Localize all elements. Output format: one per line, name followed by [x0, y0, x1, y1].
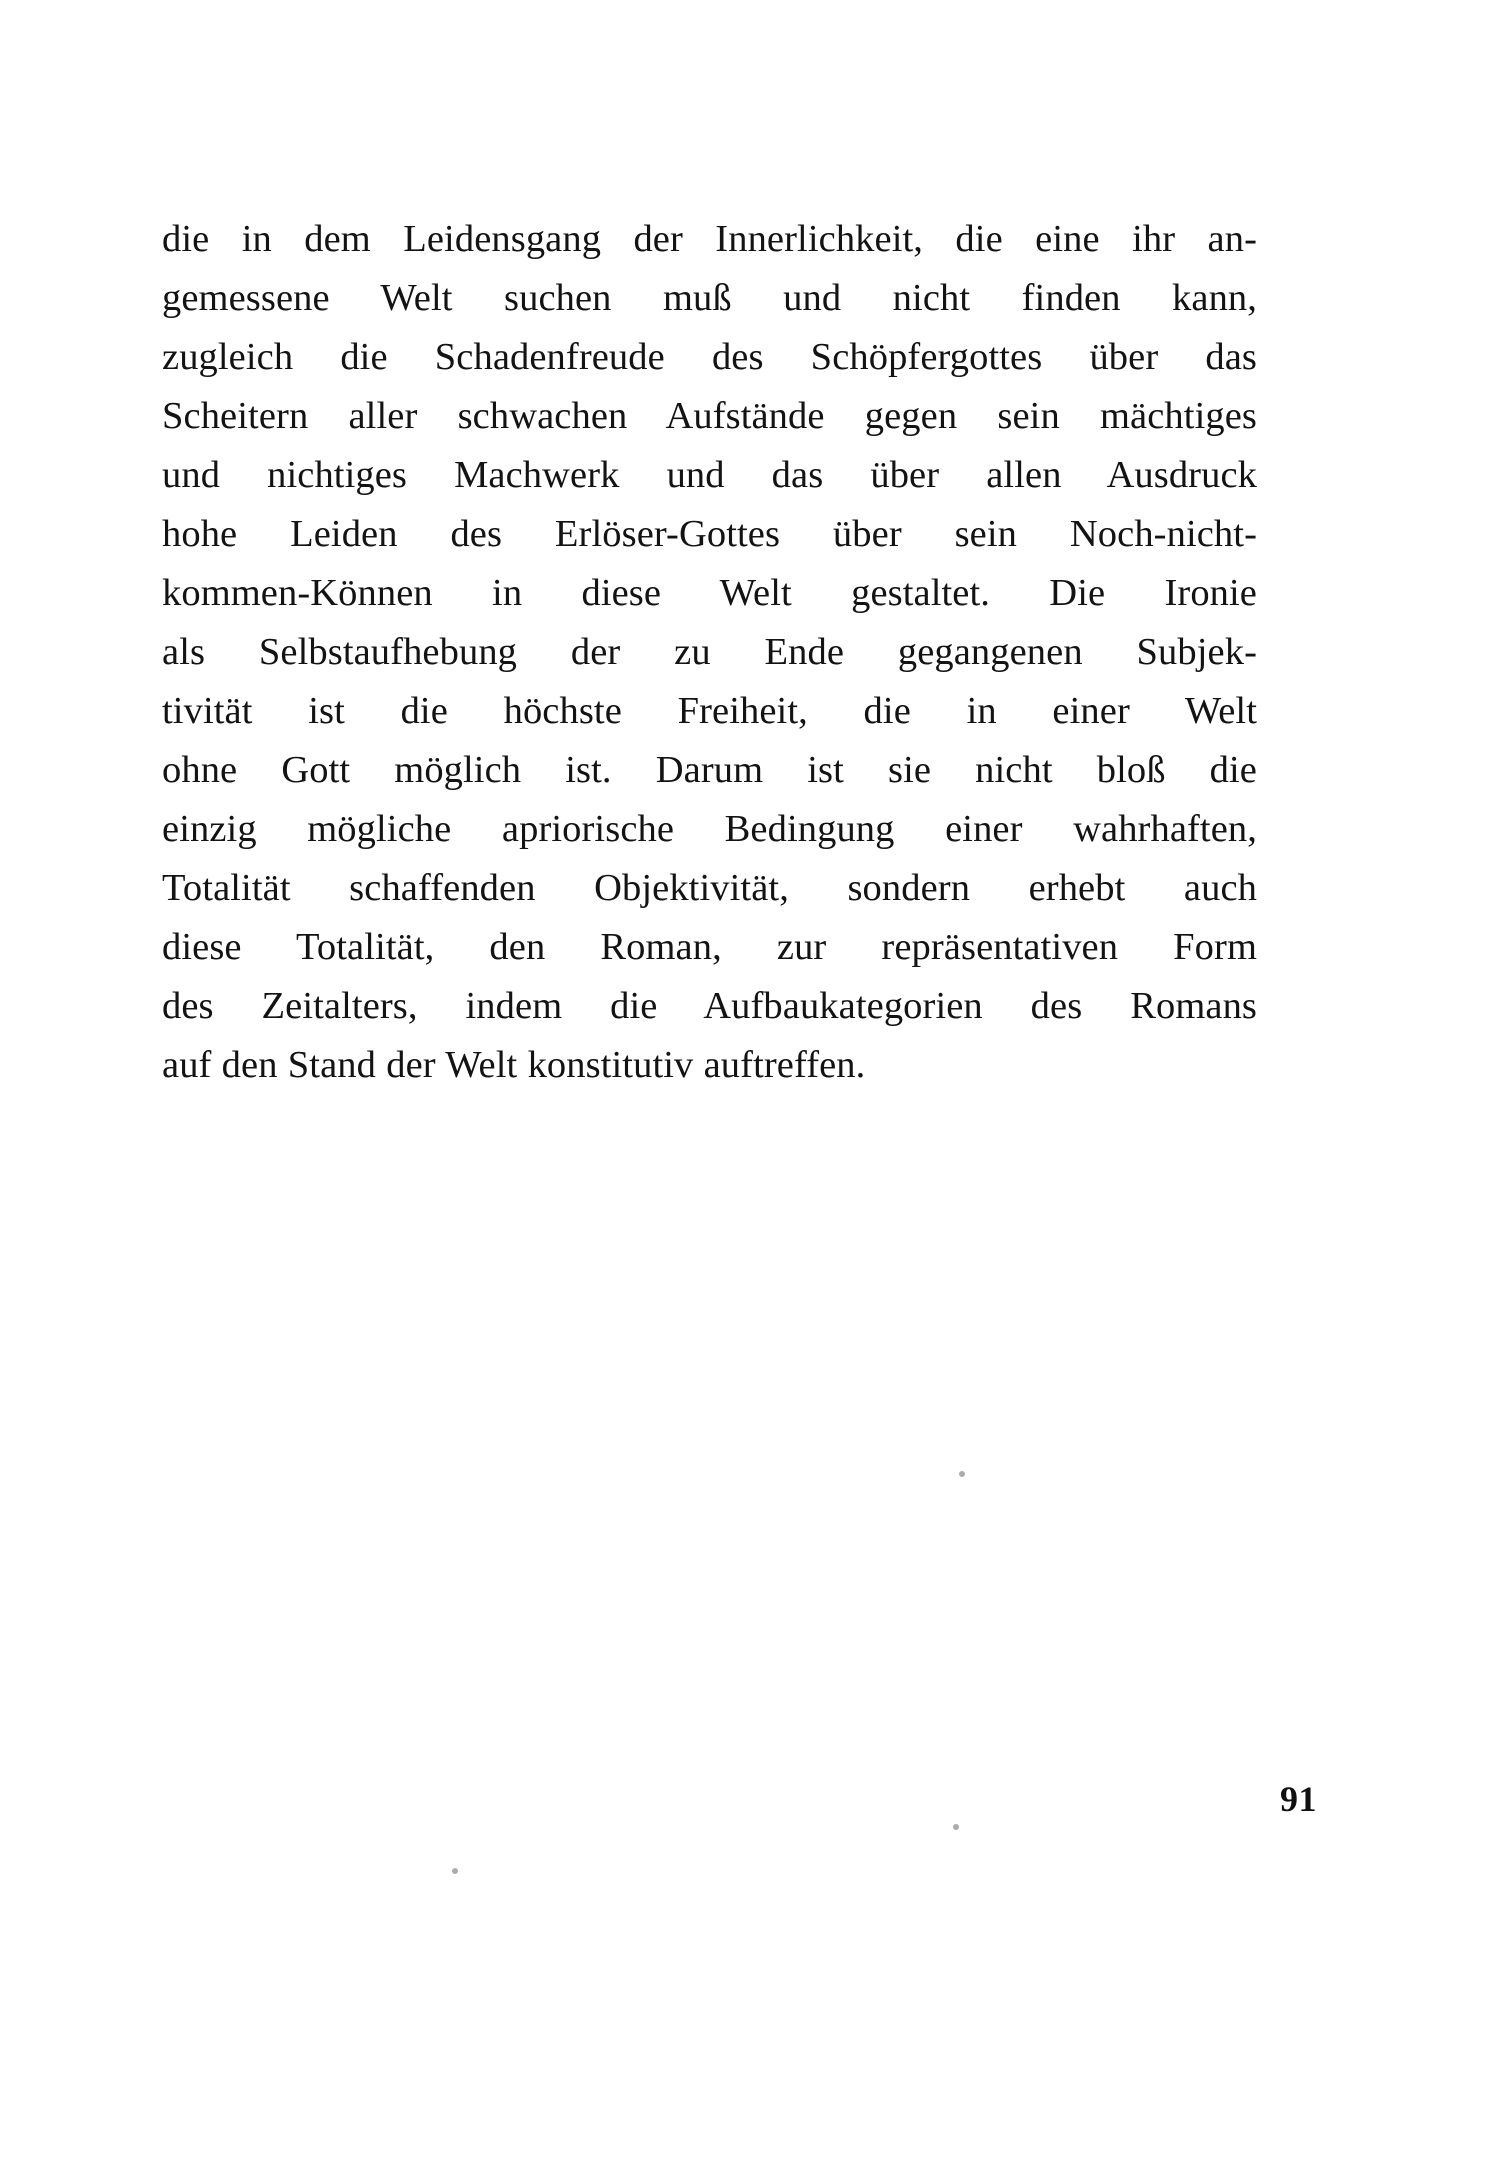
page-number: 91	[1280, 1779, 1317, 1819]
text-line: Totalität schaffenden Objektivität, sondern erhebt auch	[162, 867, 1257, 909]
text-line: hohe Leiden des Erlöser-Gottes über sein Noch-nicht-	[162, 513, 1257, 555]
text-line: ohne Gott möglich ist. Darum ist sie nicht bloß die	[162, 749, 1257, 791]
text-line: und nichtiges Machwerk und das über allen Ausdruck	[162, 454, 1257, 496]
text-line: kommen-Können in diese Welt gestaltet. Die Ironie	[162, 572, 1257, 614]
paper-speck	[452, 1868, 458, 1874]
text-line: einzig mögliche apriorische Bedingung einer wahrhaften,	[162, 808, 1257, 850]
text-line: tivität ist die höchste Freiheit, die in einer Welt	[162, 690, 1257, 732]
text-line: die in dem Leidensgang der Innerlichkeit, die eine ihr an-	[162, 218, 1257, 260]
text-line: Scheitern aller schwachen Aufstände gegen sein mächtiges	[162, 395, 1257, 437]
text-line: diese Totalität, den Roman, zur repräsentativen Form	[162, 926, 1257, 968]
paragraph	[162, 210, 1257, 1095]
text-line: gemessene Welt suchen muß und nicht finden kann,	[162, 277, 1257, 319]
text-line: auf den Stand der Welt konstitutiv auftreffen.	[162, 1044, 866, 1086]
paper-speck	[959, 1471, 965, 1477]
body-text-block	[162, 210, 1257, 1095]
text-line: zugleich die Schadenfreude des Schöpfergottes über das	[162, 336, 1257, 378]
text-line: als Selbstaufhebung der zu Ende gegangenen Subjek-	[162, 631, 1257, 673]
text-line: des Zeitalters, indem die Aufbaukategorien des Romans	[162, 985, 1257, 1027]
paper-speck	[953, 1824, 959, 1830]
